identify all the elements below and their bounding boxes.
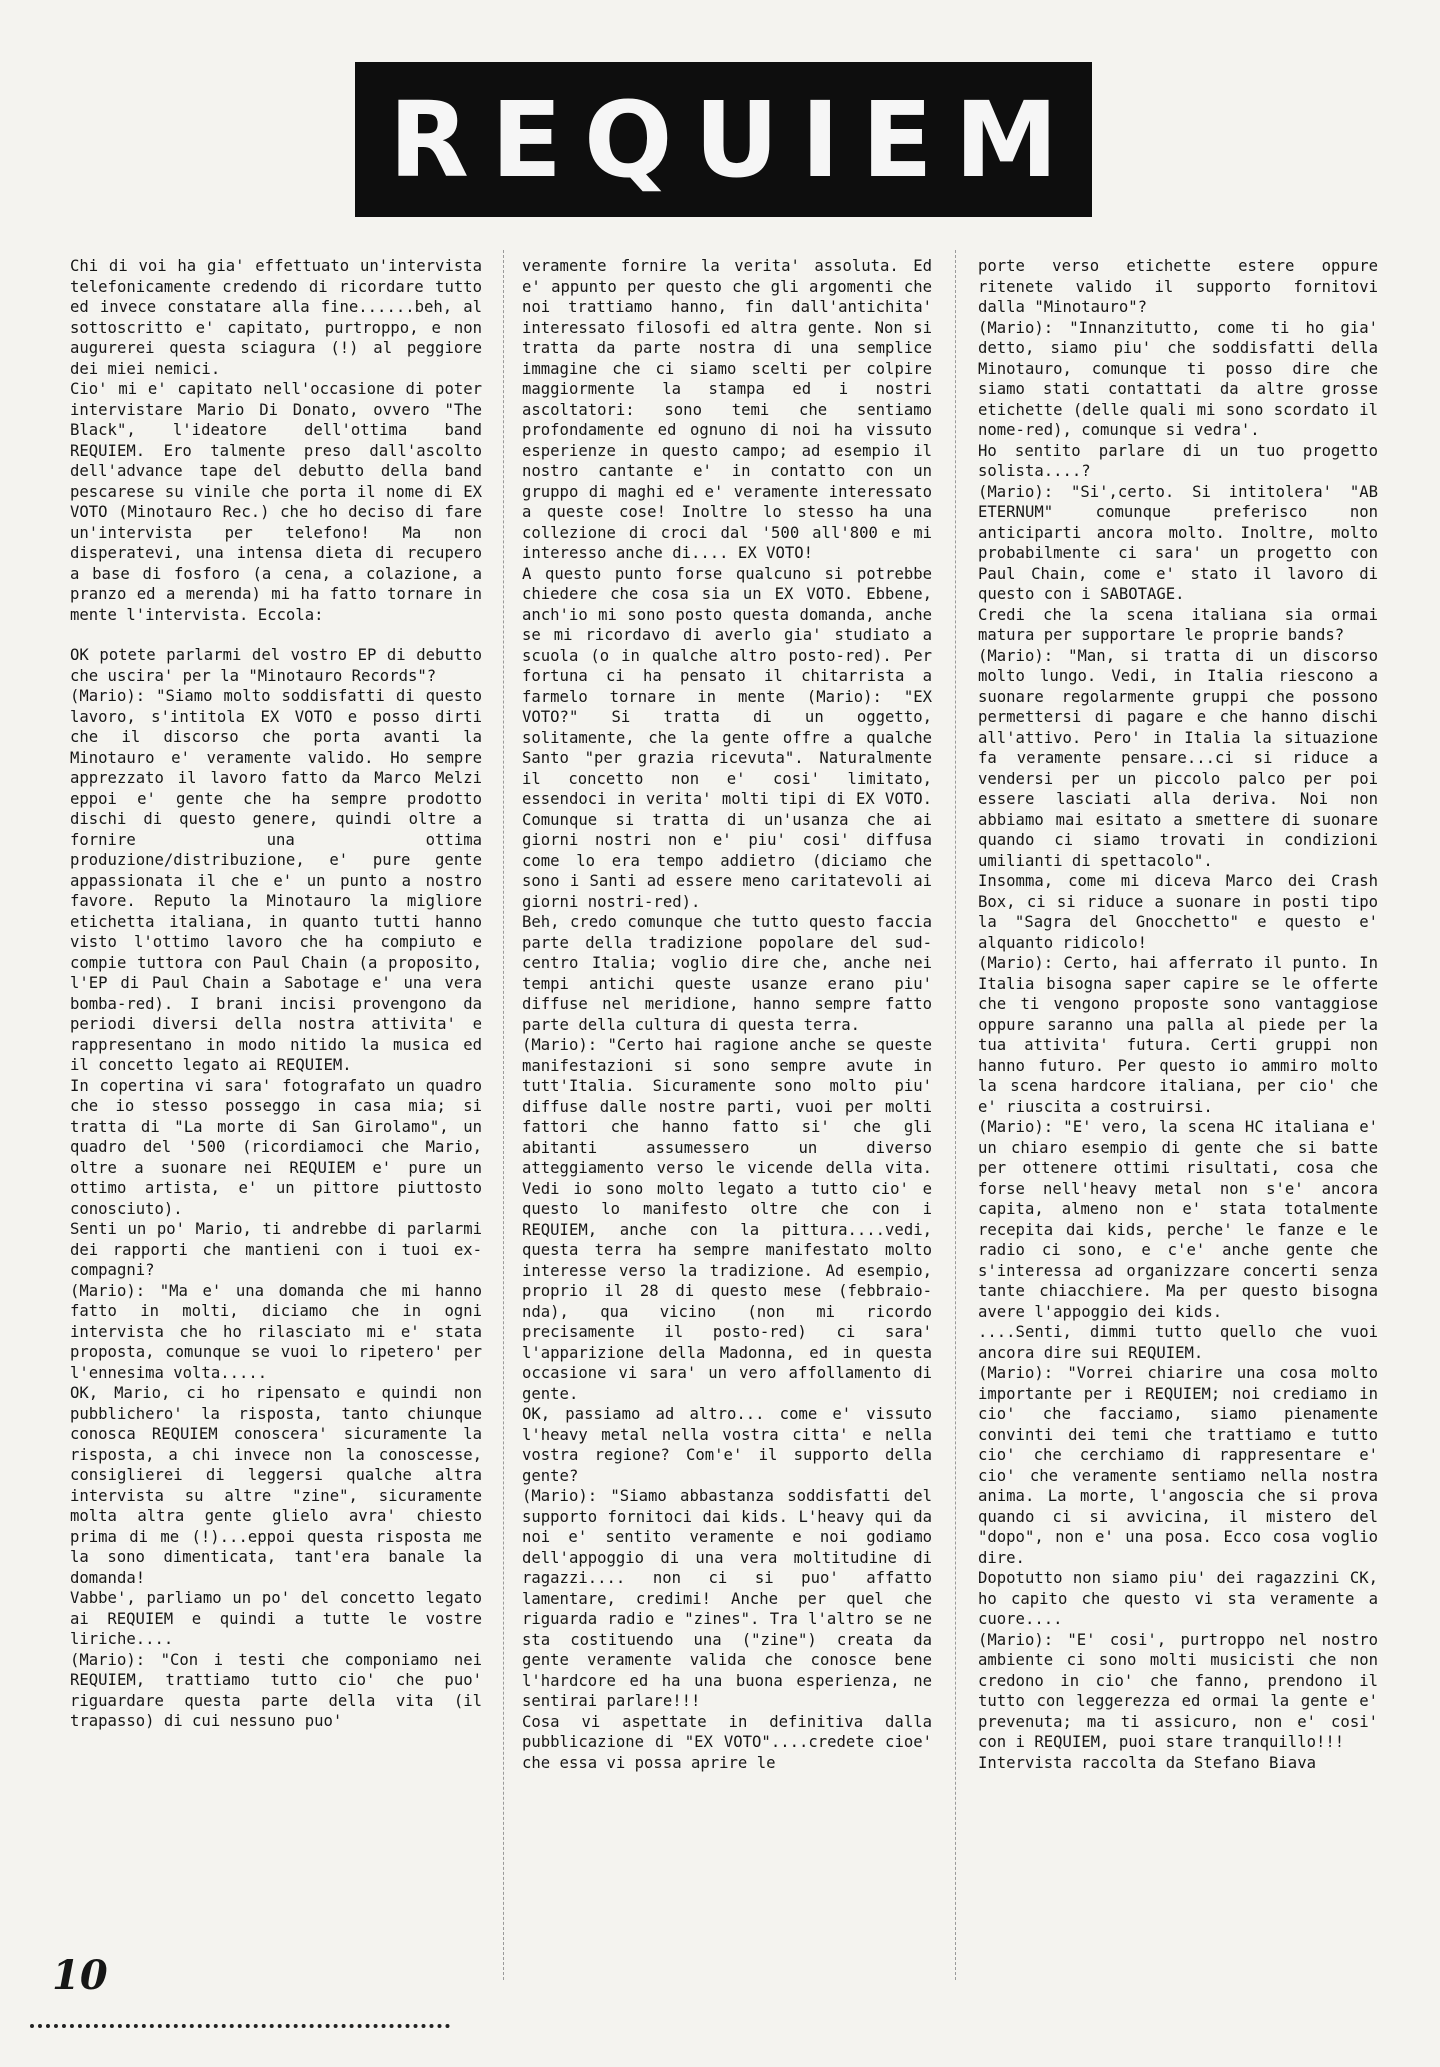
answer: (Mario): "Si',certo. Si intitolera' "AB ETERNUM" comunque preferisco non anticiparti ancora molto. Inoltre, molto probabilmente ci sara' un progetto con Paul Chain, come e' stato il lavoro di questo con i SABOTAGE. (978, 482, 1388, 603)
column-3 (978, 256, 1388, 1773)
article-title: REQUIEM (388, 78, 1081, 201)
signature: Intervista raccolta da Stefano Biava (978, 1753, 1316, 1772)
page-number: 10 (52, 1952, 108, 1999)
answer: (Mario): "Man, si tratta di un discorso molto lungo. Vedi, in Italia riescono a suonare regolarmente gruppi che possono permettersi di pagare e che hanno dischi all'attivo. Pero' in Italia la situazione fa veramente pensare...ci si riduce a vendersi per un piccolo palco per poi essere lasciati alla deriva. Noi non abbiamo mai esitato a smettere di suonare quando ci siamo trovati in condizioni umilianti di spettacolo". (978, 646, 1388, 870)
question: Beh, credo comunque che tutto questo faccia parte della tradizione popolare del sud-centro Italia; voglio dire che, anche nei tempi antichi queste usanze erano piu' diffuse nel meridione, hanno sempre fatto parte della cultura di questa terra. (522, 913, 942, 1034)
paragraph-gap (70, 625, 482, 645)
question: ....Senti, dimmi tutto quello che vuoi ancora dire sui REQUIEM. (978, 1323, 1388, 1362)
answer: (Mario): "Certo hai ragione anche se queste manifestazioni si sono sempre avute in tutt'Italia. Sicuramente sono molto piu' diffuse dalle nostre parti, vuoi per molti fattori che hanno fatto si' che gli abitanti assumessero un diverso atteggiamento verso le vicende della vita. Vedi io sono molto legato a tutto cio' e questo lo manifesto oltre che con i REQUIEM, anche con la pittura....vedi, questa terra ha sempre manifestato molto interesse verso la tradizione. Ad esempio, proprio il 28 di questo mese (febbraio-nda), qua vicino (non mi ricordo precisamente il posto-red) ci sara' l'apparizione della Madonna, ed in questa occasione vi sara' un vero affollamento di gente. (522, 1036, 942, 1403)
answer: (Mario): "Ma e' una domanda che mi hanno fatto in molti, diciamo che in ogni intervista che ho rilasciato mi e' stata proposta, comunque se vuoi lo ripetero' per l'ennesima volta..... (70, 1281, 492, 1382)
question: Senti un po' Mario, ti andrebbe di parlarmi dei rapporti che mantieni con i tuoi ex-compagni? (70, 1220, 492, 1279)
answer: (Mario): "Innanzitutto, come ti ho gia' detto, siamo piu' che soddisfatti della Minotauro, comunque ti posso dire che siamo stati contattati da altre grosse etichette (delle quali mi sono scordato il nome-red), comunque si vedra'. (978, 318, 1388, 439)
column-divider (503, 250, 504, 1980)
answer: (Mario): Certo, hai afferrato il punto. In Italia bisogna saper capire se le offerte che ti vengono proposte sono vantaggiose oppure saranno una palla al piede per la tua attivita' futura. Certi gruppi non hanno futuro. Per questo io ammiro molto la scena hardcore italiana, per cio' che e' riuscita a costruirsi. (978, 954, 1388, 1116)
paragraph: In copertina vi sara' fotografato un quadro che io stesso posseggo in casa mia; si tratta di "La morte di San Girolamo", un quadro del '500 (ricordiamoci che Mario, oltre a suonare nei REQUIEM e' pure un ottimo artista, e' un pittore piuttosto conosciuto). (70, 1076, 492, 1218)
answer: (Mario): "E' cosi', purtroppo nel nostro ambiente ci sono molti musicisti che non credono in cio' che fanno, prendono il tutto con leggerezza ed ormai la gente e' prevenuta; ma ti assicuro, non e' cosi' con i REQUIEM, puoi stare tranquillo!!! (978, 1630, 1388, 1751)
question: Insomma, come mi diceva Marco dei Crash Box, ci si riduce a suonare in posti tipo la "Sagra del Gnocchetto" e questo e' alquanto ridicolo! (978, 872, 1388, 952)
answer: (Mario): "Con i testi che componiamo nei REQUIEM, trattiamo tutto cio' che puo' riguardare questa parte della vita (il trapasso) di cui nessuno puo' (70, 1650, 492, 1730)
answer: (Mario): "Siamo molto soddisfatti di questo lavoro, s'intitola EX VOTO e posso dirti che il discorso che porta avanti la Minotauro e' veramente valido. Ho sempre apprezzato il lavoro fatto da Marco Melzi eppoi e' gente che ha sempre prodotto dischi di questo genere, quindi oltre a fornire una ottima produzione/distribuzione, e' pure gente appassionata il che e' un punto a nostro favore. Reputo la Minotauro la migliore etichetta italiana, in quanto tutti hanno visto l'ottimo lavoro che ha compiuto e compie tuttora con Paul Chain (a proposito, l'EP di Paul Chain a Sabotage e' una vera bomba-red). I brani incisi provengono da periodi diversi della nostra attivita' e rappresentano in modo nitido la musica ed il concetto legato ai REQUIEM. (70, 687, 492, 1074)
question: OK, passiamo ad altro... come e' vissuto l'heavy metal nella vostra citta' e nella vostra regione? Com'e' il supporto della gente? (522, 1405, 942, 1485)
paragraph: Cio' mi e' capitato nell'occasione di poter intervistare Mario Di Donato, ovvero "The Black", l'ideatore dell'ottima band REQUIEM. Ero talmente preso dall'ascolto dell'advance tape del debutto della band pescarese su vinile che porta il nome di EX VOTO (Minotauro Rec.) che ho deciso di fare un'intervista per telefono! Ma non disperatevi, una intensa dieta di recupero a base di fosforo (a cena, a colazione, a pranzo ed a merenda) mi ha fatto tornare in mente l'intervista. Eccola: (70, 380, 492, 624)
answer: (Mario): "Vorrei chiarire una cosa molto importante per i REQUIEM; noi crediamo in cio' che facciamo, siamo pienamente convinti dei temi che trattiamo e tutto cio' che cerchiamo di rappresentare e' cio' che veramente sentiamo nella nostra anima. La morte, l'angoscia che si prova quando ci si avvicina, il mistero del "dopo", non e' una posa. Ecco cosa voglio dire. (978, 1364, 1388, 1567)
question: Cosa vi aspettate in definitiva dalla pubblicazione di "EX VOTO"....credete cioe' che essa vi possa aprire le (522, 1712, 942, 1772)
paragraph: porte verso etichette estere oppure ritenete valido il supporto fornitovi dalla "Minotauro"? (978, 257, 1388, 316)
answer: (Mario): "Siamo abbastanza soddisfatti del supporto fornitoci dai kids. L'heavy qui da noi e' sentito veramente e noi godiamo dell'appoggio di una vera moltitudine di ragazzi.... non ci si puo' affatto lamentare, credimi! Anche per quel che riguarda radio e "zines". Tra l'altro se ne sta costituendo una ("zine") creata da gente veramente valida che conosce bene l'hardcore ed ha una buona esperienza, ne sentirai parlare!!! (522, 1487, 942, 1710)
column-2 (522, 256, 942, 1773)
question: Vabbe', parliamo un po' del concetto legato ai REQUIEM e quindi a tutte le vostre liriche.... (70, 1589, 492, 1648)
question: OK potete parlarmi del vostro EP di debutto che uscira' per la "Minotauro Records"? (70, 646, 492, 685)
paragraph: Chi di voi ha gia' effettuato un'intervista telefonicamente credendo di ricordare tutto ed invece constatare alla fine......beh, al sottoscritto e' capitato, purtroppo, e non augurerei questa sciagura (!) al peggiore dei miei nemici. (70, 257, 492, 378)
paragraph: veramente fornire la verita' assoluta. Ed e' appunto per questo che gli argomenti che noi trattiamo hanno, fin dall'antichita' interessato filosofi ed altra gente. Non si tratta da parte nostra di una semplice immagine che ci siamo scelti per colpire maggiormente la stampa ed i nostri ascoltatori: sono temi che sentiamo profondamente ed ognuno di noi ha vissuto esperienze in questo campo; ad esempio il nostro cantante e' in contatto con un gruppo di maghi ed e' veramente interessato a queste cose! Inoltre lo stesso ha una collezione di croci dal '500 all'800 e mi interesso anche di.... EX VOTO! (522, 257, 942, 562)
footer-rule (30, 2020, 450, 2028)
title-banner (355, 62, 1092, 217)
question: Credi che la scena italiana sia ormai matura per supportare le proprie bands? (978, 605, 1388, 644)
question: Dopotutto non siamo piu' dei ragazzini CK, ho capito che questo vi sta veramente a cuore.... (978, 1569, 1388, 1628)
question: Ho sentito parlare di un tuo progetto solista....? (978, 441, 1388, 480)
answer: (Mario): "E' vero, la scena HC italiana e' un chiaro esempio di gente che si batte per ottenere ottimi risultati, cosa che forse nell'heavy metal non s'e' ancora capita, almeno non e' stata totalmente recepita dai kids, perche' le fanze e le radio ci sono, e c'e' anche gente che s'interessa ad organizzare concerti senza tante chiacchiere. Ma per questo bisogna avere l'appoggio dei kids. (978, 1118, 1388, 1321)
paragraph: A questo punto forse qualcuno si potrebbe chiedere che cosa sia un EX VOTO. Ebbene, anch'io mi sono posto questa domanda, anche se mi ricordavo di averlo gia' studiato a scuola (o in qualche altro posto-red). Per fortuna ci ha pensato il chitarrista a farmelo tornare in mente (Mario): "EX VOTO?" Si tratta di un oggetto, solitamente, che la gente offre a qualche Santo "per grazia ricevuta". Naturalmente il concetto non e' cosi' limitato, essendoci in verita' molti tipi di EX VOTO. Comunque si tratta di un'usanza che ai giorni nostri non e' piu' cosi' diffusa come lo era tempo addietro (diciamo che sono i Santi ad essere meno caritatevoli ai giorni nostri-red). (522, 564, 942, 911)
paragraph: OK, Mario, ci ho ripensato e quindi non pubblichero' la risposta, tanto chiunque conosca REQUIEM conoscera' sicuramente la risposta, a chi invece non la conoscesse, consiglierei di leggersi qualche altra intervista su altre "zine", sicuramente molta altra gente glielo avra' chiesto prima di me (!)...eppoi questa risposta me la sono dimenticata, tant'era banale la domanda! (70, 1384, 492, 1587)
column-1 (70, 256, 492, 1732)
column-divider (955, 250, 956, 1980)
